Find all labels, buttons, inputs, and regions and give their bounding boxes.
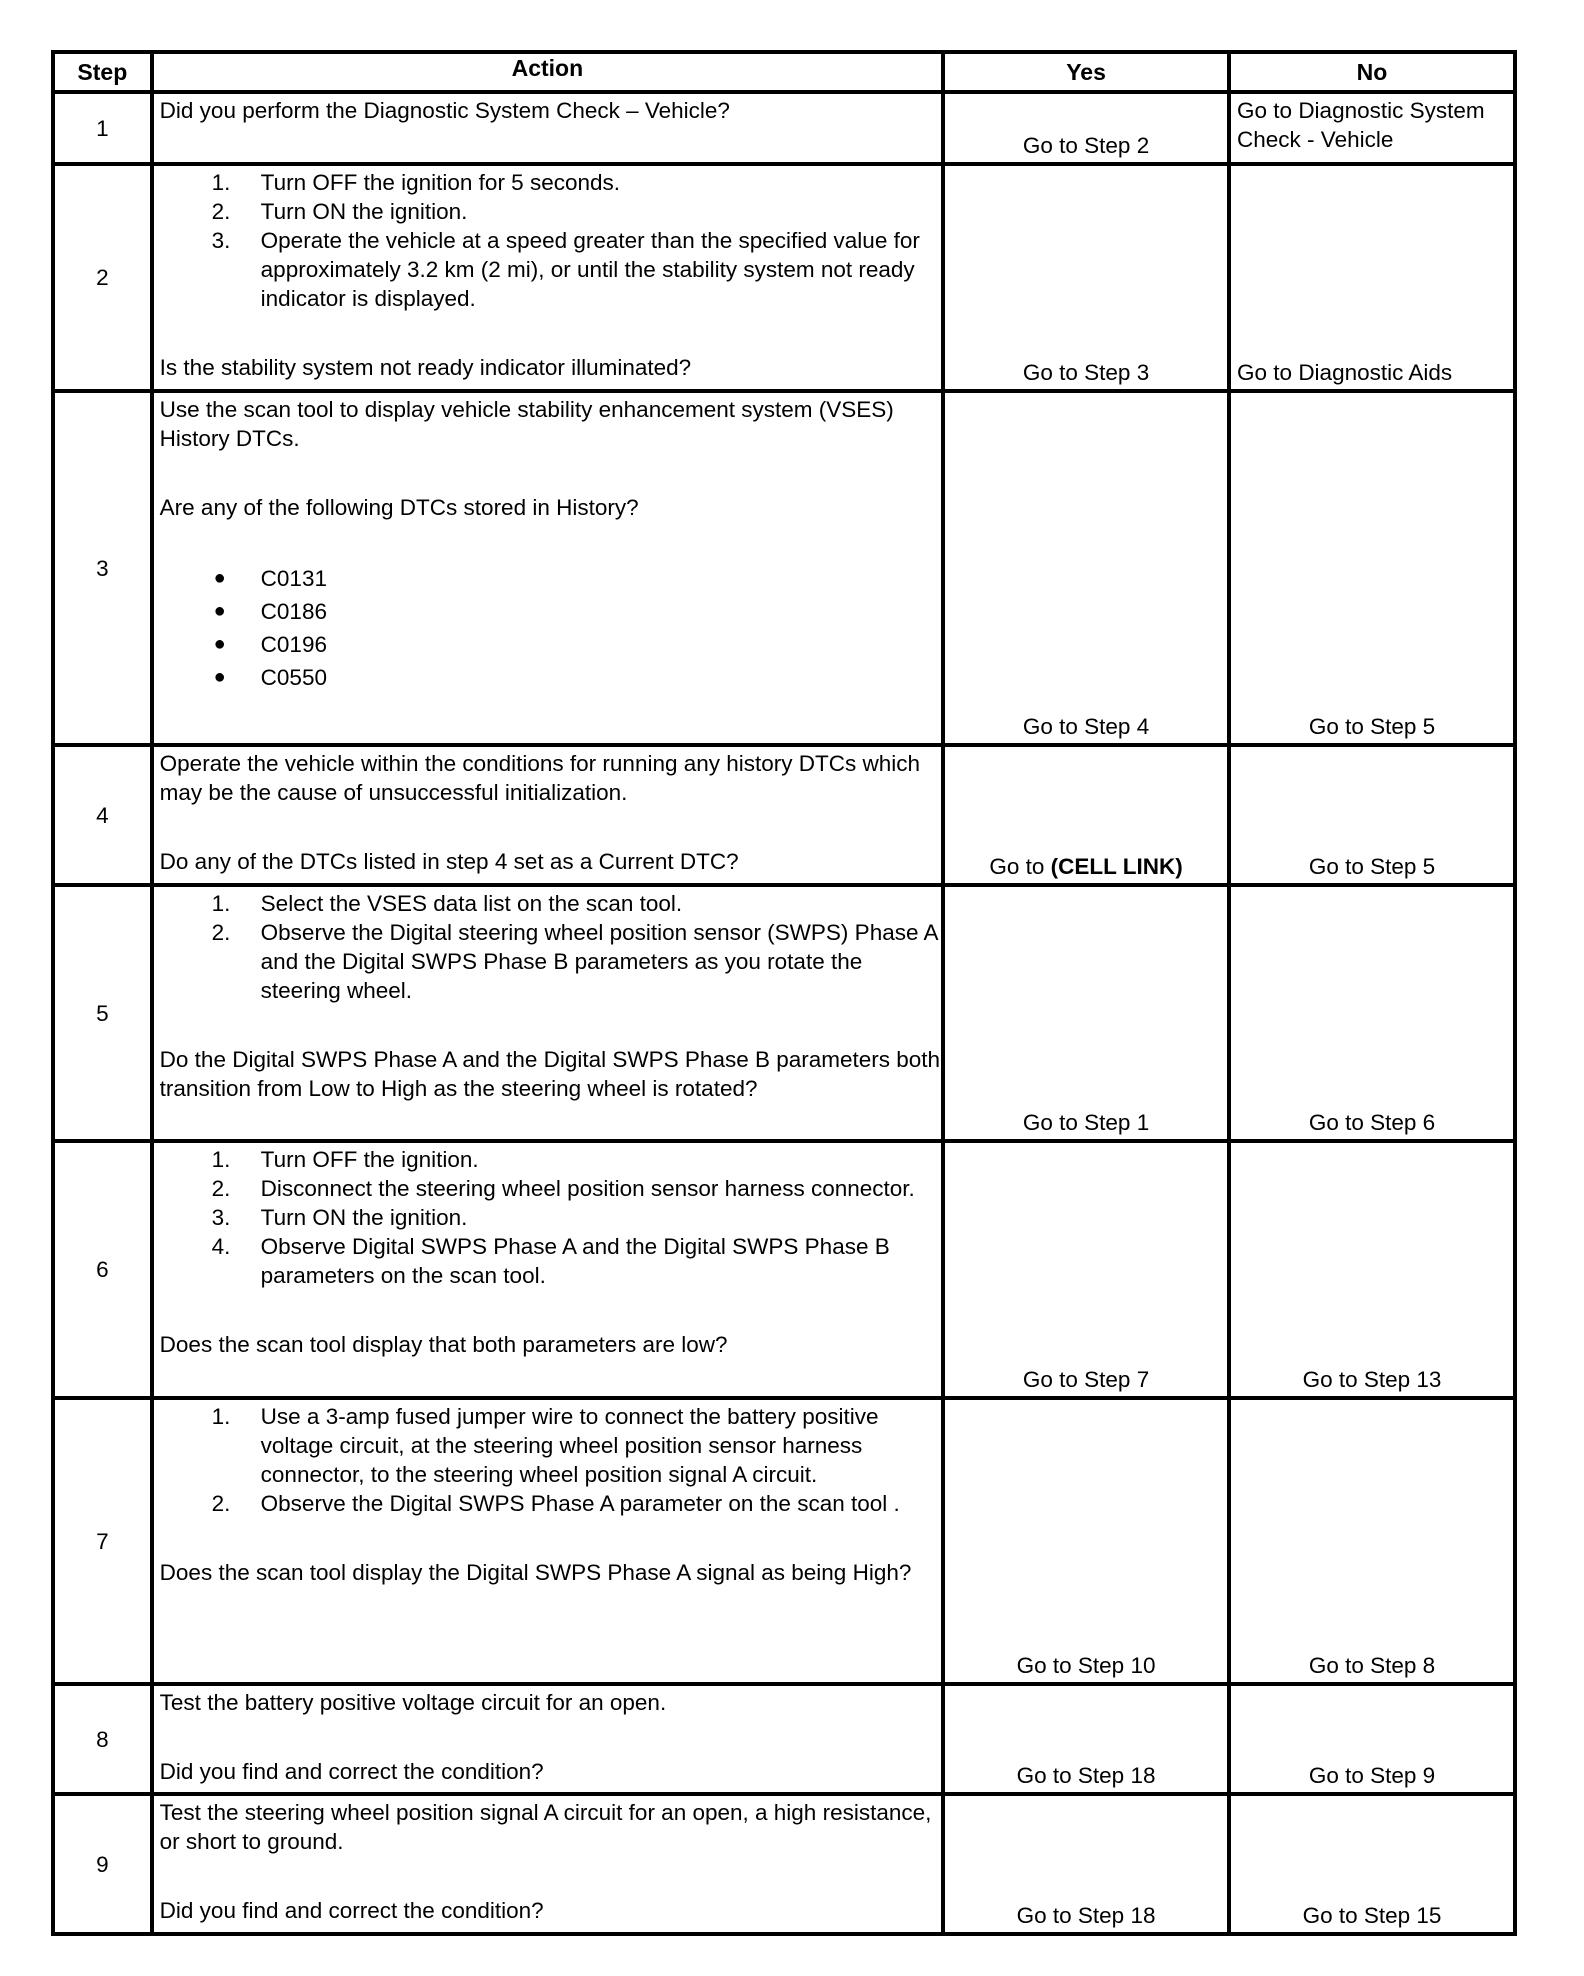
- list-item: 3. Operate the vehicle at a speed greater than the specified value for approximately 3.2 km (2 mi), or until the stability system not ready indicator is displayed.: [211, 228, 920, 311]
- header-step: Step: [53, 52, 152, 92]
- question-text: Did you perform the Diagnostic System Check – Vehicle?: [159, 98, 730, 123]
- no-cell: Go to Step 15: [1229, 1794, 1515, 1934]
- diagnostic-table: [51, 50, 1517, 1936]
- step-number: 7: [53, 1398, 152, 1684]
- no-cell: Go to Step 6: [1229, 885, 1515, 1141]
- list-item: 2. Observe the Digital steering wheel position sensor (SWPS) Phase A and the Digital SWPS Phase B parameters as you rotate the steering wheel.: [211, 920, 938, 1003]
- list-item: 4. Observe Digital SWPS Phase A and the Digital SWPS Phase B parameters on the scan tool.: [211, 1234, 890, 1288]
- action-cell: [152, 1398, 943, 1684]
- question-text: Did you find and correct the condition?: [159, 1898, 544, 1923]
- question-text: Are any of the following DTCs stored in History?: [159, 495, 639, 520]
- step-number: 6: [53, 1141, 152, 1398]
- step-number: 4: [53, 745, 152, 885]
- list-item: 1. Select the VSES data list on the scan tool.: [211, 891, 683, 916]
- table-row: [53, 164, 1515, 391]
- no-cell: Go to Step 13: [1229, 1141, 1515, 1398]
- question-text: Do the Digital SWPS Phase A and the Digital SWPS Phase B parameters both transition from Low to High as the steering wheel is rotated?: [159, 1047, 941, 1101]
- yes-cell: Go to Step 3: [943, 164, 1229, 391]
- no-cell: Go to Diagnostic Aids: [1229, 164, 1515, 391]
- table-row: [53, 1684, 1515, 1794]
- yes-cell: Go to Step 18: [943, 1794, 1229, 1934]
- step-number: 5: [53, 885, 152, 1141]
- action-cell: [152, 1141, 943, 1398]
- table-row: [53, 391, 1515, 745]
- action-cell: [152, 391, 943, 745]
- no-cell: Go to Step 9: [1229, 1684, 1515, 1794]
- step-number: 2: [53, 164, 152, 391]
- yes-cell: Go to Step 18: [943, 1684, 1229, 1794]
- question-text: Do any of the DTCs listed in step 4 set as a Current DTC?: [159, 849, 739, 874]
- table-row: [53, 92, 1515, 164]
- list-item: ● C0550: [213, 665, 327, 690]
- list-item: 1. Turn OFF the ignition.: [211, 1147, 479, 1172]
- table-row: [53, 885, 1515, 1141]
- question-text: Does the scan tool display the Digital SWPS Phase A signal as being High?: [159, 1560, 912, 1585]
- header-no: No: [1229, 52, 1515, 92]
- table-row: [53, 1794, 1515, 1934]
- step-number: 1: [53, 92, 152, 164]
- yes-cell: Go to Step 7: [943, 1141, 1229, 1398]
- list-item: 1. Turn OFF the ignition for 5 seconds.: [211, 170, 621, 195]
- header-yes: Yes: [943, 52, 1229, 92]
- action-cell: [152, 885, 943, 1141]
- cell-link[interactable]: (CELL LINK): [1050, 854, 1183, 879]
- no-cell: Go to Step 5: [1229, 745, 1515, 885]
- no-cell: Go to Step 8: [1229, 1398, 1515, 1684]
- instruction-list: [160, 1402, 941, 1518]
- intro-text: Operate the vehicle within the conditions for running any history DTCs which may be the cause of unsuccessful initialization.: [159, 751, 921, 805]
- action-cell: [152, 92, 943, 164]
- list-item: ● C0131: [213, 566, 327, 591]
- instruction-list: [160, 168, 941, 313]
- action-cell: [152, 745, 943, 885]
- instruction-list: [160, 889, 941, 1005]
- header-action: Action: [152, 52, 943, 92]
- step-number: 3: [53, 391, 152, 745]
- list-item: 2. Observe the Digital SWPS Phase A parameter on the scan tool .: [211, 1491, 900, 1516]
- table-row: [53, 1398, 1515, 1684]
- intro-text: Test the battery positive voltage circuit for an open.: [159, 1690, 667, 1715]
- list-item: ● C0186: [213, 599, 327, 624]
- table-row: [53, 745, 1515, 885]
- question-text: Did you find and correct the condition?: [159, 1759, 544, 1784]
- action-cell: [152, 1684, 943, 1794]
- question-text: Does the scan tool display that both parameters are low?: [159, 1332, 728, 1357]
- yes-cell: Go to Step 1: [943, 885, 1229, 1141]
- no-cell: Go to Diagnostic System Check - Vehicle: [1229, 92, 1515, 164]
- action-cell: [152, 164, 943, 391]
- table-header-row: [53, 52, 1515, 92]
- yes-cell: Go to Step 4: [943, 391, 1229, 745]
- intro-text: Use the scan tool to display vehicle stability enhancement system (VSES) History DTCs.: [159, 397, 894, 451]
- question-text: Is the stability system not ready indicator illuminated?: [159, 355, 692, 380]
- list-item: 2. Turn ON the ignition.: [211, 199, 468, 224]
- step-number: 9: [53, 1794, 152, 1934]
- table-row: [53, 1141, 1515, 1398]
- step-number: 8: [53, 1684, 152, 1794]
- instruction-list: [160, 1145, 941, 1290]
- action-cell: [152, 1794, 943, 1934]
- dtc-list: [160, 562, 941, 694]
- no-cell: Go to Step 5: [1229, 391, 1515, 745]
- yes-cell: Go to Step 2: [943, 92, 1229, 164]
- yes-cell: Go to (CELL LINK): [943, 745, 1229, 885]
- list-item: ● C0196: [213, 632, 327, 657]
- list-item: 2. Disconnect the steering wheel position sensor harness connector.: [211, 1176, 915, 1201]
- intro-text: Test the steering wheel position signal A circuit for an open, a high resistance, or short to ground.: [159, 1800, 932, 1854]
- list-item: 3. Turn ON the ignition.: [211, 1205, 468, 1230]
- yes-cell: Go to Step 10: [943, 1398, 1229, 1684]
- list-item: 1. Use a 3-amp fused jumper wire to connect the battery positive voltage circuit, at the steering wheel position sensor harness connector, to the steering wheel position signal A circuit.: [211, 1404, 879, 1487]
